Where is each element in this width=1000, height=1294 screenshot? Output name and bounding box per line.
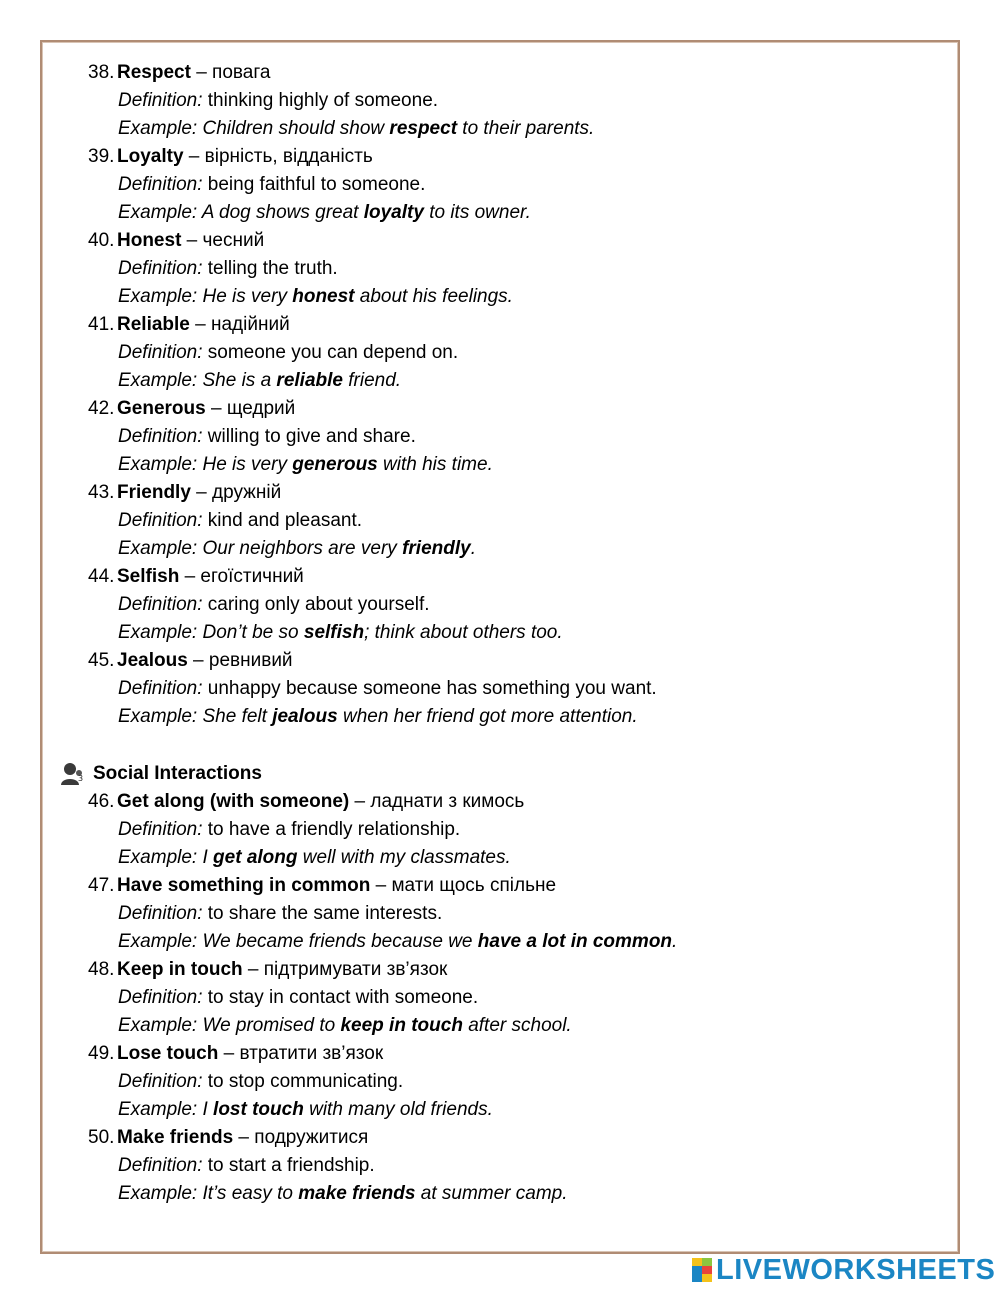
definition-text: to stop communicating. xyxy=(202,1071,404,1092)
example-text: ; think about others too. xyxy=(364,622,563,643)
entry-term: Keep in touch xyxy=(117,959,243,980)
definition-text: to start a friendship. xyxy=(202,1155,375,1176)
example-text: Example: A dog shows great xyxy=(118,202,364,223)
example-text: with many old friends. xyxy=(303,1099,493,1120)
example-text: about his feelings. xyxy=(354,286,513,307)
entry-definition xyxy=(0,675,1000,703)
example-text: Example: Our neighbors are very xyxy=(118,538,403,559)
entry-heading xyxy=(0,143,1000,171)
entry-number: 45. xyxy=(88,650,115,671)
definition-text: to have a friendly relationship. xyxy=(202,819,461,840)
example-highlight: reliable xyxy=(276,370,343,391)
entry-example xyxy=(0,535,1000,563)
definition-text: unhappy because someone has something you want. xyxy=(202,678,657,699)
example-highlight: keep in touch xyxy=(340,1015,463,1036)
entry-definition xyxy=(0,507,1000,535)
definition-label: Definition: xyxy=(118,426,203,447)
example-text: Example: It’s easy to xyxy=(118,1183,299,1204)
entry-heading xyxy=(0,563,1000,591)
entry-example xyxy=(0,451,1000,479)
entry-heading xyxy=(0,956,1000,984)
example-text: friend. xyxy=(342,370,402,391)
entry-translation: – ладнати з кимось xyxy=(349,791,525,812)
entry-definition xyxy=(0,984,1000,1012)
entry-heading xyxy=(0,227,1000,255)
example-text: at summer camp. xyxy=(415,1183,568,1204)
definition-text: being faithful to someone. xyxy=(202,174,426,195)
entry-number: 39. xyxy=(88,146,115,167)
entry-heading xyxy=(0,59,1000,87)
entry-definition xyxy=(0,1152,1000,1180)
entry-translation: – дружній xyxy=(190,482,282,503)
entry-heading xyxy=(0,1124,1000,1152)
definition-label: Definition: xyxy=(118,987,203,1008)
entry-example xyxy=(0,619,1000,647)
entry-heading xyxy=(0,395,1000,423)
definition-label: Definition: xyxy=(118,90,203,111)
entry-definition xyxy=(0,423,1000,451)
definition-text: to stay in contact with someone. xyxy=(202,987,479,1008)
entry-term: Loyalty xyxy=(117,146,184,167)
entry-heading xyxy=(0,647,1000,675)
entry-heading xyxy=(0,479,1000,507)
entry-number: 47. xyxy=(88,875,115,896)
example-highlight: loyalty xyxy=(363,202,424,223)
entry-definition xyxy=(0,1068,1000,1096)
definition-label: Definition: xyxy=(118,342,203,363)
liveworksheets-logo[interactable] xyxy=(692,1256,995,1284)
entry-example xyxy=(0,844,1000,872)
example-highlight: get along xyxy=(213,847,298,868)
section-title: Social Interactions xyxy=(93,763,262,784)
definition-label: Definition: xyxy=(118,510,203,531)
example-text: . xyxy=(470,538,476,559)
entry-example xyxy=(0,367,1000,395)
definition-label: Definition: xyxy=(118,174,203,195)
example-text: . xyxy=(672,931,678,952)
entry-translation: – повага xyxy=(190,62,271,83)
example-text: Example: He is very xyxy=(118,286,293,307)
example-text: Example: He is very xyxy=(118,454,293,475)
entry-heading xyxy=(0,1040,1000,1068)
entry-heading xyxy=(0,311,1000,339)
entry-translation: – вірність, відданість xyxy=(183,146,373,167)
entry-definition xyxy=(0,171,1000,199)
entry-example xyxy=(0,1096,1000,1124)
entry-translation: – втратити зв’язок xyxy=(218,1043,384,1064)
definition-text: thinking highly of someone. xyxy=(202,90,439,111)
definition-text: someone you can depend on. xyxy=(202,342,459,363)
example-text: Example: She felt xyxy=(118,706,273,727)
definition-text: to share the same interests. xyxy=(202,903,443,924)
entry-example xyxy=(0,115,1000,143)
entry-translation: – підтримувати зв’язок xyxy=(242,959,448,980)
entry-translation: – щедрий xyxy=(205,398,296,419)
entry-term: Make friends xyxy=(117,1127,234,1148)
example-highlight: have a lot in common xyxy=(477,931,673,952)
definition-label: Definition: xyxy=(118,1071,203,1092)
entry-term: Have something in common xyxy=(117,875,371,896)
entry-definition xyxy=(0,816,1000,844)
entry-translation: – надійний xyxy=(189,314,290,335)
definition-label: Definition: xyxy=(118,903,203,924)
example-text: well with my classmates. xyxy=(297,847,511,868)
definition-text: caring only about yourself. xyxy=(202,594,430,615)
entry-number: 50. xyxy=(88,1127,115,1148)
definition-label: Definition: xyxy=(118,678,203,699)
entry-term: Jealous xyxy=(117,650,188,671)
definition-text: kind and pleasant. xyxy=(202,510,363,531)
entry-number: 40. xyxy=(88,230,115,251)
example-text: Example: I xyxy=(118,1099,214,1120)
example-text: after school. xyxy=(462,1015,572,1036)
example-text: to its owner. xyxy=(423,202,531,223)
example-text: Example: Children should show xyxy=(118,118,390,139)
example-highlight: lost touch xyxy=(213,1099,304,1120)
definition-label: Definition: xyxy=(118,594,203,615)
entry-number: 38. xyxy=(88,62,115,83)
entry-definition xyxy=(0,900,1000,928)
definition-text: telling the truth. xyxy=(202,258,338,279)
entry-example xyxy=(0,199,1000,227)
logo-blocks-icon xyxy=(692,1258,712,1282)
example-text: Example: We became friends because we xyxy=(118,931,478,952)
example-text: Example: We promised to xyxy=(118,1015,341,1036)
example-highlight: generous xyxy=(292,454,378,475)
entry-number: 44. xyxy=(88,566,115,587)
entry-term: Honest xyxy=(117,230,182,251)
example-text: when her friend got more attention. xyxy=(337,706,638,727)
entry-translation: – ревнивий xyxy=(187,650,293,671)
entry-example xyxy=(0,703,1000,731)
entry-term: Friendly xyxy=(117,482,191,503)
entry-term: Lose touch xyxy=(117,1043,219,1064)
example-highlight: make friends xyxy=(298,1183,416,1204)
entry-translation: – мати щось спільне xyxy=(370,875,557,896)
entry-number: 42. xyxy=(88,398,115,419)
entry-example xyxy=(0,1180,1000,1208)
definition-label: Definition: xyxy=(118,1155,203,1176)
example-highlight: jealous xyxy=(272,706,338,727)
entry-definition xyxy=(0,339,1000,367)
logo-text: LIVEWORKSHEETS xyxy=(716,1254,996,1286)
entry-heading xyxy=(0,872,1000,900)
entry-term: Get along (with someone) xyxy=(117,791,350,812)
entry-term: Respect xyxy=(117,62,191,83)
example-text: with his time. xyxy=(377,454,493,475)
example-text: Example: She is a xyxy=(118,370,277,391)
entry-number: 49. xyxy=(88,1043,115,1064)
entry-translation: – егоїстичний xyxy=(179,566,304,587)
entry-translation: – чесний xyxy=(181,230,265,251)
example-highlight: respect xyxy=(389,118,458,139)
example-highlight: selfish xyxy=(303,622,365,643)
entry-example xyxy=(0,283,1000,311)
definition-text: willing to give and share. xyxy=(202,426,416,447)
entry-definition xyxy=(0,87,1000,115)
entry-term: Selfish xyxy=(117,566,180,587)
example-highlight: honest xyxy=(292,286,355,307)
entry-heading xyxy=(0,788,1000,816)
definition-label: Definition: xyxy=(118,819,203,840)
entry-term: Reliable xyxy=(117,314,190,335)
example-text: Example: I xyxy=(118,847,214,868)
example-text: Example: Don’t be so xyxy=(118,622,304,643)
entry-number: 41. xyxy=(88,314,115,335)
example-highlight: friendly xyxy=(402,538,471,559)
entry-number: 43. xyxy=(88,482,115,503)
example-text: to their parents. xyxy=(457,118,595,139)
entry-term: Generous xyxy=(117,398,206,419)
entry-example xyxy=(0,928,1000,956)
svg-text:3: 3 xyxy=(78,774,84,783)
entry-number: 48. xyxy=(88,959,115,980)
section-heading xyxy=(0,760,1000,788)
entry-definition xyxy=(0,255,1000,283)
definition-label: Definition: xyxy=(118,258,203,279)
entry-definition xyxy=(0,591,1000,619)
entry-translation: – подружитися xyxy=(233,1127,369,1148)
entry-number: 46. xyxy=(88,791,115,812)
entry-example xyxy=(0,1012,1000,1040)
